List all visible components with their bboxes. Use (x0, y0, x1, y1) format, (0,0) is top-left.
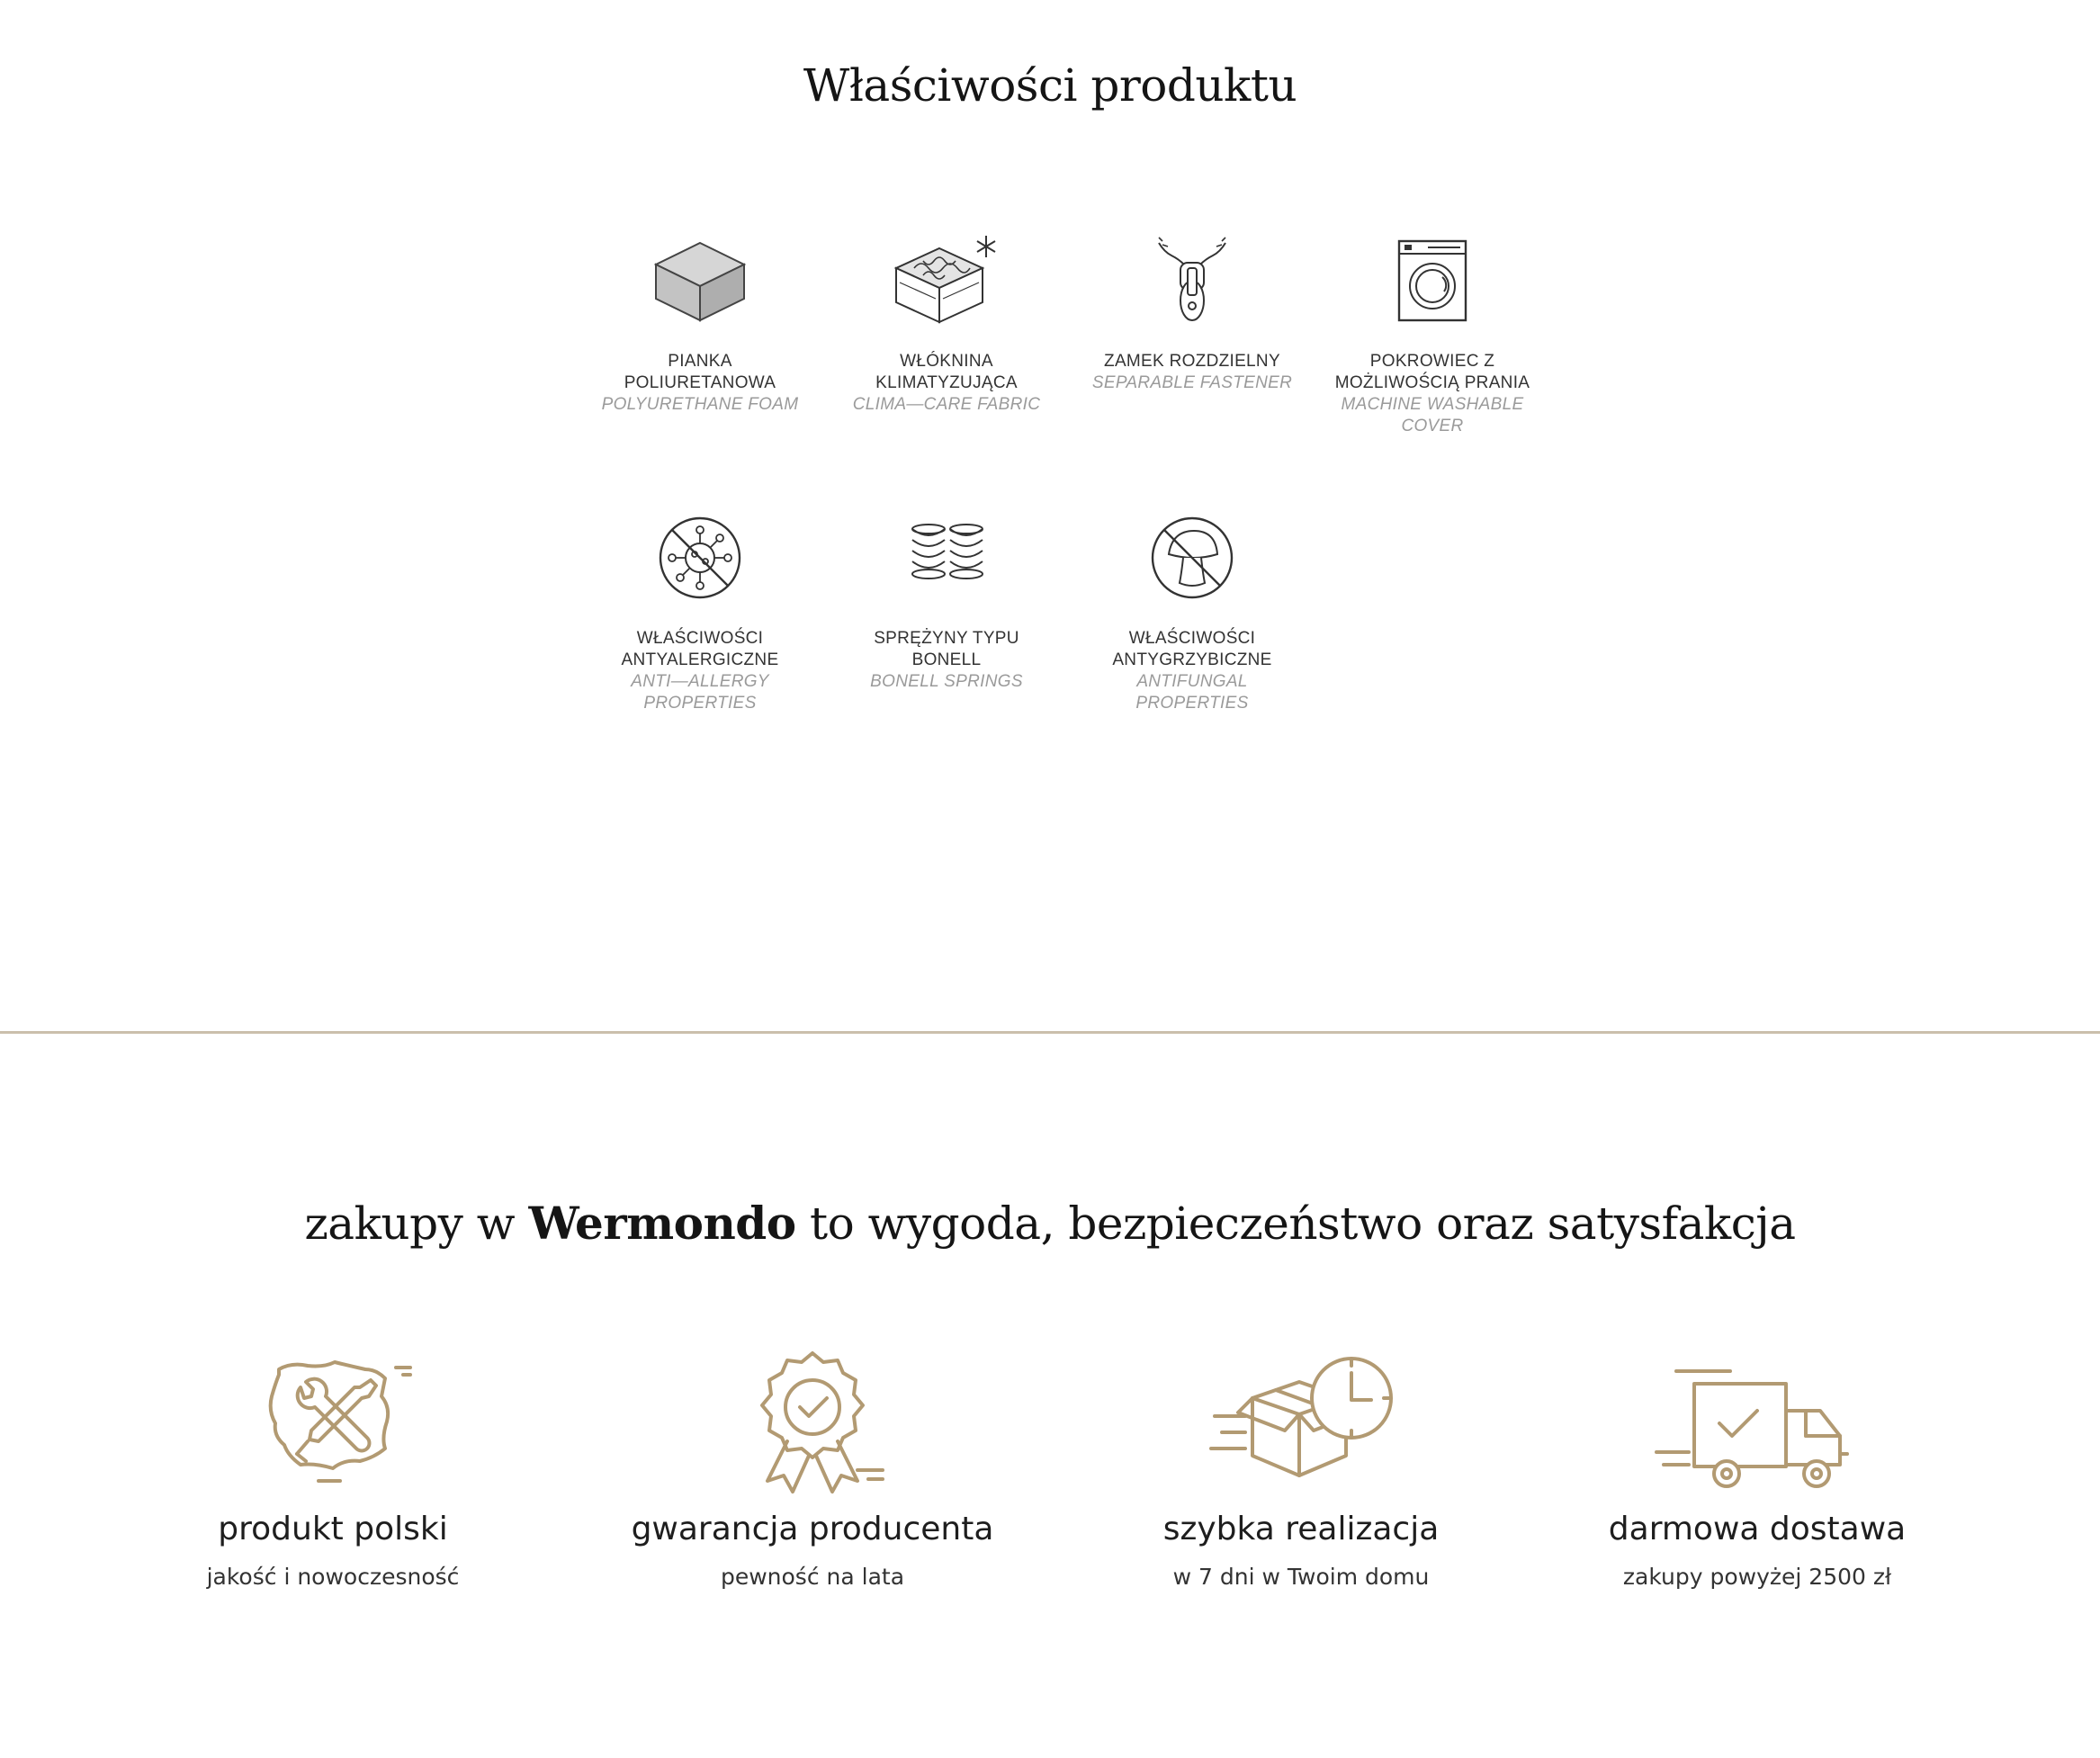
feature-label-en: ANTI—ALLERGY PROPERTIES (631, 672, 769, 713)
benefit-subtitle: pewność na lata (720, 1564, 905, 1590)
feature-label-en: ANTIFUNGAL PROPERTIES (1135, 672, 1249, 713)
feature-separable-fastener (1084, 236, 1300, 394)
feature-label-pl: POKROWIEC Z MOŻLIWOŚCIĄ PRANIA (1334, 352, 1530, 392)
feature-label-en: CLIMA—CARE FABRIC (852, 395, 1041, 414)
benefit-title: gwarancja producenta (631, 1511, 994, 1547)
feature-label-pl: WŁÓKNINA KLIMATYZUJĄCA (875, 352, 1018, 392)
fast-package-icon (1202, 1348, 1400, 1501)
benefit-subtitle: jakość i nowoczesność (206, 1564, 460, 1590)
banner-title-pre: zakupy w (304, 1197, 529, 1250)
section-divider (0, 1031, 2100, 1034)
warranty-badge-icon (722, 1348, 902, 1501)
feature-label-pl: PIANKA POLIURETANOWA (624, 352, 776, 392)
feature-label-en: SEPARABLE FASTENER (1091, 373, 1293, 392)
washing-machine-icon (1392, 236, 1473, 326)
anti-allergy-icon (655, 513, 745, 603)
feature-label-en: MACHINE WASHABLE COVER (1341, 395, 1524, 435)
feature-label-pl: ZAMEK ROZDZIELNY (1104, 352, 1280, 371)
brand-name: Wermondo (528, 1197, 796, 1250)
benefit-title: darmowa dostawa (1608, 1511, 1907, 1547)
benefit-warranty (579, 1348, 1046, 1590)
antifungal-icon (1147, 513, 1237, 603)
feature-polyurethane-foam (592, 236, 808, 416)
benefit-title: produkt polski (218, 1511, 448, 1547)
feature-antifungal (1084, 513, 1300, 714)
feature-label-en: POLYURETHANE FOAM (601, 395, 799, 414)
zipper-icon (1152, 236, 1233, 326)
feature-bonell-springs (839, 513, 1054, 693)
feature-anti-allergy (592, 513, 808, 714)
benefit-free-shipping (1523, 1348, 1991, 1590)
feature-clima-fabric (839, 236, 1054, 416)
benefit-subtitle: zakupy powyżej 2500 zł (1622, 1564, 1892, 1590)
page-title: Właściwości produktu (803, 59, 1297, 112)
feature-washable-cover (1324, 236, 1540, 437)
poland-tools-icon (243, 1348, 423, 1501)
banner-title (0, 1197, 2100, 1250)
benefit-subtitle: w 7 dni w Twoim domu (1172, 1564, 1430, 1590)
foam-block-icon (651, 236, 749, 326)
banner-title-post: to wygoda, bezpieczeństwo oraz satysfakcja (795, 1197, 1796, 1250)
clima-fabric-icon (893, 236, 1001, 326)
feature-label-en: BONELL SPRINGS (870, 672, 1023, 691)
springs-icon (902, 513, 992, 603)
benefit-title: szybka realizacja (1162, 1511, 1440, 1547)
benefit-fast-delivery (1067, 1348, 1535, 1590)
feature-label-pl: SPRĘŻYNY TYPU BONELL (874, 629, 1019, 669)
benefit-polish-product (99, 1348, 567, 1590)
feature-label-pl: WŁAŚCIWOŚCI ANTYGRZYBICZNE (1112, 629, 1272, 669)
feature-label-pl: WŁAŚCIWOŚCI ANTYALERGICZNE (621, 629, 779, 669)
delivery-truck-icon (1649, 1348, 1865, 1501)
